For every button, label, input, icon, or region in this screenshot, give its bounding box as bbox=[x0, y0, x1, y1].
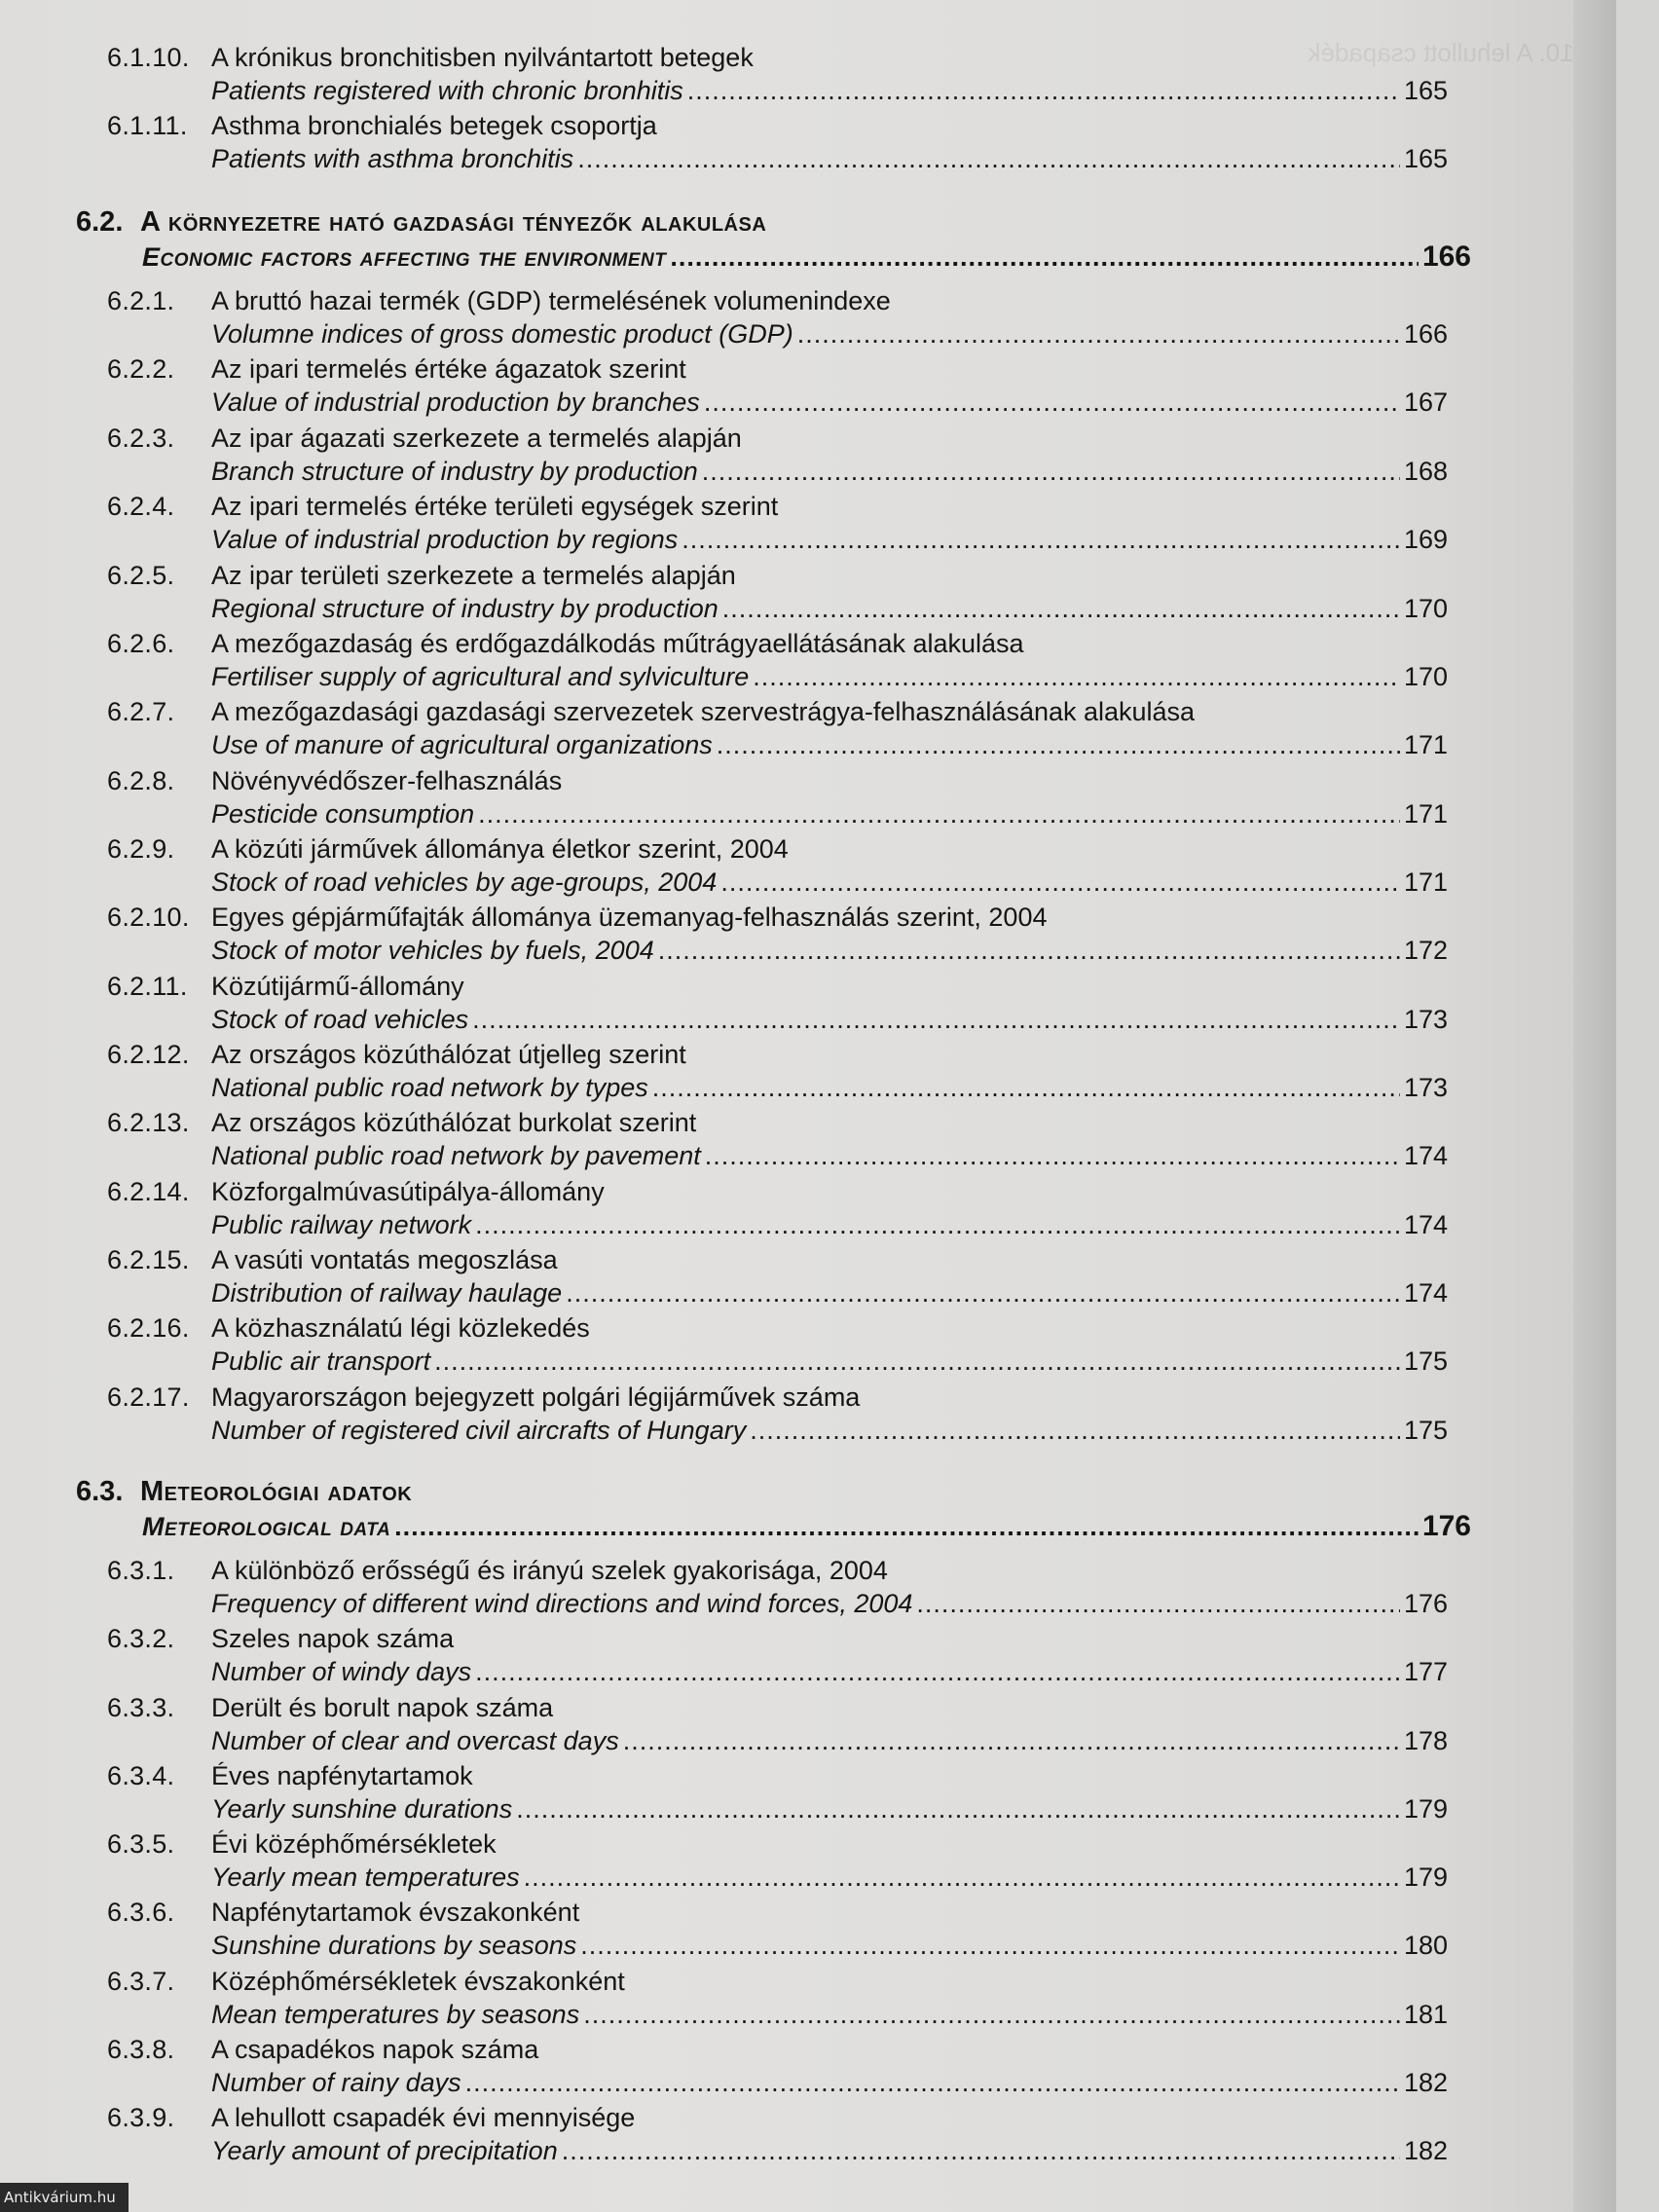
entry-title-en: Stock of road vehicles by age-groups, 2004 bbox=[211, 867, 718, 897]
entry-title-en-row bbox=[211, 1139, 1448, 1172]
entry-number: 6.2.3. bbox=[107, 424, 175, 453]
entry-title-hu: A bruttó hazai termék (GDP) termelésének volumenindexe bbox=[211, 286, 891, 315]
dot-leader bbox=[394, 1509, 1419, 1544]
section-title-en: Economic factors affecting the environment bbox=[142, 242, 667, 272]
entry-title-en: Number of registered civil aircrafts of Hungary bbox=[211, 1416, 747, 1445]
entry-title-en: Yearly mean temperatures bbox=[211, 1862, 520, 1892]
entry-number: 6.2.9. bbox=[107, 834, 175, 864]
page-number: 176 bbox=[1421, 1510, 1471, 1542]
toc-entry bbox=[0, 695, 1616, 763]
entry-title-en: Frequency of different wind directions and wind forces, 2004 bbox=[211, 1589, 913, 1618]
page-number: 165 bbox=[1403, 144, 1448, 173]
toc-entry bbox=[0, 627, 1616, 695]
toc-entry bbox=[0, 1311, 1616, 1380]
toc-entry bbox=[0, 1175, 1616, 1243]
entry-number: 6.2.7. bbox=[107, 697, 175, 726]
entry-title-hu: Az ipari termelés értéke ágazatok szerint bbox=[211, 354, 686, 384]
page-number: 180 bbox=[1403, 1931, 1448, 1960]
entry-title-hu: Az országos közúthálózat burkolat szerint bbox=[211, 1108, 697, 1137]
entry-title-en-row bbox=[211, 866, 1448, 899]
dot-leader bbox=[580, 1929, 1400, 1962]
entry-title-en: Volumne indices of gross domestic product (GDP) bbox=[211, 319, 793, 349]
entry-title-en-row bbox=[211, 386, 1448, 419]
page-number: 170 bbox=[1403, 594, 1448, 623]
toc-entry bbox=[0, 1381, 1616, 1449]
entry-number: 6.3.3. bbox=[107, 1693, 175, 1722]
entry-title-en-row bbox=[211, 592, 1448, 625]
dot-leader bbox=[524, 1861, 1400, 1894]
dot-leader bbox=[434, 1345, 1400, 1378]
entry-title-hu: Napfénytartamok évszakonként bbox=[211, 1898, 580, 1927]
page-number: 179 bbox=[1403, 1862, 1448, 1892]
entry-title-hu: Növényvédőszer-felhasználás bbox=[211, 766, 563, 795]
entry-title-en-row bbox=[211, 797, 1448, 830]
toc-entry bbox=[0, 352, 1616, 421]
entry-title-hu: A mezőgazdasági gazdasági szervezetek szervestrágya-felhasználásának alakulása bbox=[211, 697, 1196, 726]
entry-title-en: Pesticide consumption bbox=[211, 799, 475, 829]
entry-title-hu: A közúti járművek állománya életkor szerint, 2004 bbox=[211, 834, 789, 864]
entry-title-hu: A különböző erősségű és irányú szelek gyakorisága, 2004 bbox=[211, 1556, 888, 1585]
section-title-en: Meteorological data bbox=[142, 1512, 391, 1541]
page-number: 166 bbox=[1421, 240, 1471, 273]
entry-title-hu: A közhasználatú légi közlekedés bbox=[211, 1313, 590, 1343]
entry-title-en-row bbox=[211, 1003, 1448, 1036]
entry-title-en-row bbox=[211, 523, 1448, 556]
entry-title-hu: A krónikus bronchitisben nyilvántartott betegek bbox=[211, 43, 754, 72]
entry-title-en: Number of windy days bbox=[211, 1657, 472, 1686]
page-number: 182 bbox=[1403, 2068, 1448, 2097]
section-number: 6.3. bbox=[76, 1476, 124, 1507]
entry-number: 6.2.13. bbox=[107, 1108, 190, 1137]
page-number: 174 bbox=[1403, 1210, 1448, 1239]
entry-title-en-row bbox=[211, 1345, 1448, 1378]
entry-title-en: Mean temperatures by seasons bbox=[211, 2000, 580, 2029]
toc-entry bbox=[0, 559, 1616, 627]
page-number: 181 bbox=[1403, 2000, 1448, 2029]
dot-leader bbox=[753, 660, 1400, 693]
toc-entry bbox=[0, 1896, 1616, 1964]
toc-entry bbox=[0, 41, 1616, 109]
entry-title-en-row bbox=[211, 2066, 1448, 2099]
entry-number: 6.2.17. bbox=[107, 1382, 190, 1412]
dot-leader bbox=[652, 1071, 1400, 1104]
dot-leader bbox=[670, 240, 1419, 275]
dot-leader bbox=[682, 523, 1400, 556]
entry-title-hu: Az ipari termelés értéke területi egységek szerint bbox=[211, 492, 779, 521]
page-number: 179 bbox=[1403, 1794, 1448, 1824]
toc-entry bbox=[0, 2033, 1616, 2101]
entry-title-hu: Évi középhőmérsékletek bbox=[211, 1829, 497, 1859]
page-number: 165 bbox=[1403, 76, 1448, 105]
dot-leader bbox=[658, 934, 1400, 967]
entry-title-en-row bbox=[211, 1587, 1448, 1620]
page-number: 171 bbox=[1403, 730, 1448, 759]
page-number: 167 bbox=[1403, 387, 1448, 417]
page-number: 168 bbox=[1403, 457, 1448, 486]
toc-entry bbox=[0, 1827, 1616, 1896]
dot-leader bbox=[705, 1139, 1400, 1172]
section-title-hu: A környezetre ható gazdasági tényezők alakulása bbox=[140, 206, 767, 238]
entry-title-en-row bbox=[211, 1655, 1448, 1688]
toc-entry bbox=[0, 109, 1616, 177]
dot-leader bbox=[704, 386, 1400, 419]
entry-title-hu: Asthma bronchialés betegek csoportja bbox=[211, 111, 657, 140]
toc-entry bbox=[0, 764, 1616, 832]
entry-number: 6.3.9. bbox=[107, 2103, 175, 2132]
dot-leader bbox=[717, 728, 1400, 761]
entry-title-hu: Középhőmérsékletek évszakonként bbox=[211, 1967, 625, 1996]
page-number: 176 bbox=[1403, 1589, 1448, 1618]
toc-entry bbox=[0, 1038, 1616, 1106]
entry-title-hu: Szeles napok száma bbox=[211, 1624, 455, 1653]
entry-number: 6.2.10. bbox=[107, 903, 190, 932]
entry-title-hu: Közforgalmúvasútipálya-állomány bbox=[211, 1177, 605, 1206]
toc-entry bbox=[0, 422, 1616, 490]
entry-number: 6.2.6. bbox=[107, 629, 175, 658]
entry-number: 6.3.2. bbox=[107, 1624, 175, 1653]
toc-section bbox=[0, 1474, 1616, 1544]
toc-entry bbox=[0, 1759, 1616, 1827]
entry-title-en: Yearly sunshine durations bbox=[211, 1794, 513, 1824]
toc-entry bbox=[0, 1243, 1616, 1311]
page-number: 175 bbox=[1403, 1346, 1448, 1376]
entry-title-en: Number of clear and overcast days bbox=[211, 1726, 619, 1755]
entry-number: 6.2.8. bbox=[107, 766, 175, 795]
entry-title-en-row bbox=[211, 728, 1448, 761]
entry-title-en: Fertiliser supply of agricultural and sylviculture bbox=[211, 662, 750, 691]
bleed-through-line: 6.3.10. A lehullott csapadék bbox=[1308, 38, 1616, 67]
entry-number: 6.1.11. bbox=[107, 111, 188, 140]
entry-title-en-row bbox=[211, 74, 1448, 107]
dot-leader bbox=[475, 1655, 1400, 1688]
entry-title-en-row bbox=[211, 1861, 1448, 1894]
entry-title-en: Distribution of railway haulage bbox=[211, 1278, 563, 1308]
entry-title-en: Value of industrial production by branches bbox=[211, 387, 700, 417]
entry-number: 6.2.4. bbox=[107, 492, 175, 521]
dot-leader bbox=[583, 1998, 1400, 2031]
section-number: 6.2. bbox=[76, 206, 124, 238]
entry-title-en-row bbox=[211, 1929, 1448, 1962]
entry-title-hu: Az ipar ágazati szerkezete a termelés alapján bbox=[211, 424, 742, 453]
section-title-hu: Meteorológiai adatok bbox=[140, 1476, 413, 1507]
page-number: 169 bbox=[1403, 525, 1448, 554]
dot-leader bbox=[687, 74, 1400, 107]
entry-title-en: National public road network by pavement bbox=[211, 1141, 701, 1170]
toc-entry bbox=[0, 1106, 1616, 1174]
dot-leader bbox=[916, 1587, 1400, 1620]
toc-entry bbox=[0, 2101, 1616, 2169]
entry-title-hu: Magyarországon bejegyzett polgári légijárművek száma bbox=[211, 1382, 861, 1412]
entry-title-hu: A vasúti vontatás megoszlása bbox=[211, 1245, 558, 1274]
toc-entry bbox=[0, 832, 1616, 901]
entry-title-hu: A mezőgazdaság és erdőgazdálkodás műtrágyaellátásának alakulása bbox=[211, 629, 1024, 658]
dot-leader bbox=[465, 2066, 1400, 2099]
entry-title-en: Stock of motor vehicles by fuels, 2004 bbox=[211, 936, 654, 965]
toc-entry bbox=[0, 490, 1616, 558]
dot-leader bbox=[577, 142, 1400, 175]
dot-leader bbox=[750, 1414, 1400, 1447]
dot-leader bbox=[472, 1003, 1400, 1036]
entry-number: 6.3.4. bbox=[107, 1761, 175, 1790]
entry-title-en: Branch structure of industry by production bbox=[211, 457, 698, 486]
entry-title-en-row bbox=[211, 1414, 1448, 1447]
entry-title-hu: Derült és borult napok száma bbox=[211, 1693, 554, 1722]
toc-section bbox=[0, 204, 1616, 275]
entry-title-hu: Az országos közúthálózat útjelleg szerint bbox=[211, 1040, 686, 1069]
entry-number: 6.1.10. bbox=[107, 43, 190, 72]
entry-title-en-row bbox=[211, 455, 1448, 488]
entry-title-en-row bbox=[211, 1724, 1448, 1757]
entry-title-en: Public air transport bbox=[211, 1346, 431, 1376]
entry-title-en: Regional structure of industry by production bbox=[211, 594, 719, 623]
entry-number: 6.3.7. bbox=[107, 1967, 175, 1996]
entry-title-en-row bbox=[211, 1276, 1448, 1309]
entry-title-en: Value of industrial production by regions bbox=[211, 525, 679, 554]
entry-title-en-row bbox=[211, 934, 1448, 967]
entry-title-en-row bbox=[211, 1998, 1448, 2031]
entry-number: 6.2.2. bbox=[107, 354, 175, 384]
entry-title-en: Yearly amount of precipitation bbox=[211, 2136, 558, 2165]
toc-entry bbox=[0, 1965, 1616, 2033]
entry-title-en: Sunshine durations by seasons bbox=[211, 1931, 577, 1960]
entry-number: 6.2.1. bbox=[107, 286, 175, 315]
dot-leader bbox=[562, 2134, 1400, 2167]
entry-number: 6.2.5. bbox=[107, 561, 175, 590]
dot-leader bbox=[702, 455, 1400, 488]
entry-title-hu: A lehullott csapadék évi mennyisége bbox=[211, 2103, 636, 2132]
page-number: 170 bbox=[1403, 662, 1448, 691]
entry-title-hu: Egyes gépjárműfajták állománya üzemanyag-felhasználás szerint, 2004 bbox=[211, 903, 1048, 932]
dot-leader bbox=[720, 866, 1400, 899]
dot-leader bbox=[623, 1724, 1400, 1757]
entry-title-en-row bbox=[211, 317, 1448, 350]
entry-number: 6.3.5. bbox=[107, 1829, 175, 1859]
dot-leader bbox=[475, 1208, 1400, 1241]
dot-leader bbox=[722, 592, 1400, 625]
page-number: 166 bbox=[1403, 319, 1448, 349]
page-number: 173 bbox=[1403, 1005, 1448, 1034]
toc-entry bbox=[0, 970, 1616, 1038]
entry-number: 6.2.12. bbox=[107, 1040, 190, 1069]
entry-title-hu: A csapadékos napok száma bbox=[211, 2035, 539, 2064]
entry-title-en: Use of manure of agricultural organizations bbox=[211, 730, 713, 759]
entry-number: 6.2.11. bbox=[107, 972, 188, 1001]
page-number: 177 bbox=[1403, 1657, 1448, 1686]
section-title-en-row bbox=[142, 1509, 1471, 1544]
dot-leader bbox=[566, 1276, 1400, 1309]
entry-number: 6.2.16. bbox=[107, 1313, 190, 1343]
entry-title-hu: Éves napfénytartamok bbox=[211, 1761, 473, 1790]
dot-leader bbox=[516, 1792, 1400, 1825]
entry-number: 6.3.8. bbox=[107, 2035, 175, 2064]
entry-title-en: Patients with asthma bronchitis bbox=[211, 144, 574, 173]
toc-entry bbox=[0, 1554, 1616, 1622]
entry-title-en: Stock of road vehicles bbox=[211, 1005, 469, 1034]
entry-title-hu: Közútijármű-állomány bbox=[211, 972, 464, 1001]
page-number: 174 bbox=[1403, 1278, 1448, 1308]
page-number: 178 bbox=[1403, 1726, 1448, 1755]
page-number: 172 bbox=[1403, 936, 1448, 965]
page-number: 174 bbox=[1403, 1141, 1448, 1170]
dot-leader bbox=[797, 317, 1400, 350]
entry-title-en-row bbox=[211, 1208, 1448, 1241]
page-number: 173 bbox=[1403, 1073, 1448, 1102]
toc-entry bbox=[0, 1622, 1616, 1690]
page-number: 175 bbox=[1403, 1416, 1448, 1445]
entry-title-en-row bbox=[211, 142, 1448, 175]
toc-entry bbox=[0, 284, 1616, 352]
entry-title-en-row bbox=[211, 2134, 1448, 2167]
dot-leader bbox=[478, 797, 1400, 830]
entry-number: 6.2.14. bbox=[107, 1177, 190, 1206]
entry-title-en: National public road network by types bbox=[211, 1073, 648, 1102]
page-number: 171 bbox=[1403, 799, 1448, 829]
entry-title-en: Patients registered with chronic bronhitis bbox=[211, 76, 683, 105]
page-number: 171 bbox=[1403, 867, 1448, 897]
entry-title-hu: Az ipar területi szerkezete a termelés alapján bbox=[211, 561, 736, 590]
entry-number: 6.2.15. bbox=[107, 1245, 190, 1274]
entry-number: 6.3.1. bbox=[107, 1556, 175, 1585]
toc-entry bbox=[0, 901, 1616, 969]
toc-entry bbox=[0, 1691, 1616, 1759]
page-number: 182 bbox=[1403, 2136, 1448, 2165]
entry-number: 6.3.6. bbox=[107, 1898, 175, 1927]
entry-title-en: Public railway network bbox=[211, 1210, 472, 1239]
section-title-en-row bbox=[142, 240, 1471, 275]
entry-title-en-row bbox=[211, 660, 1448, 693]
entry-title-en: Number of rainy days bbox=[211, 2068, 461, 2097]
entry-title-en-row bbox=[211, 1792, 1448, 1825]
watermark: Antikvárium.hu bbox=[0, 2183, 129, 2212]
entry-title-en-row bbox=[211, 1071, 1448, 1104]
